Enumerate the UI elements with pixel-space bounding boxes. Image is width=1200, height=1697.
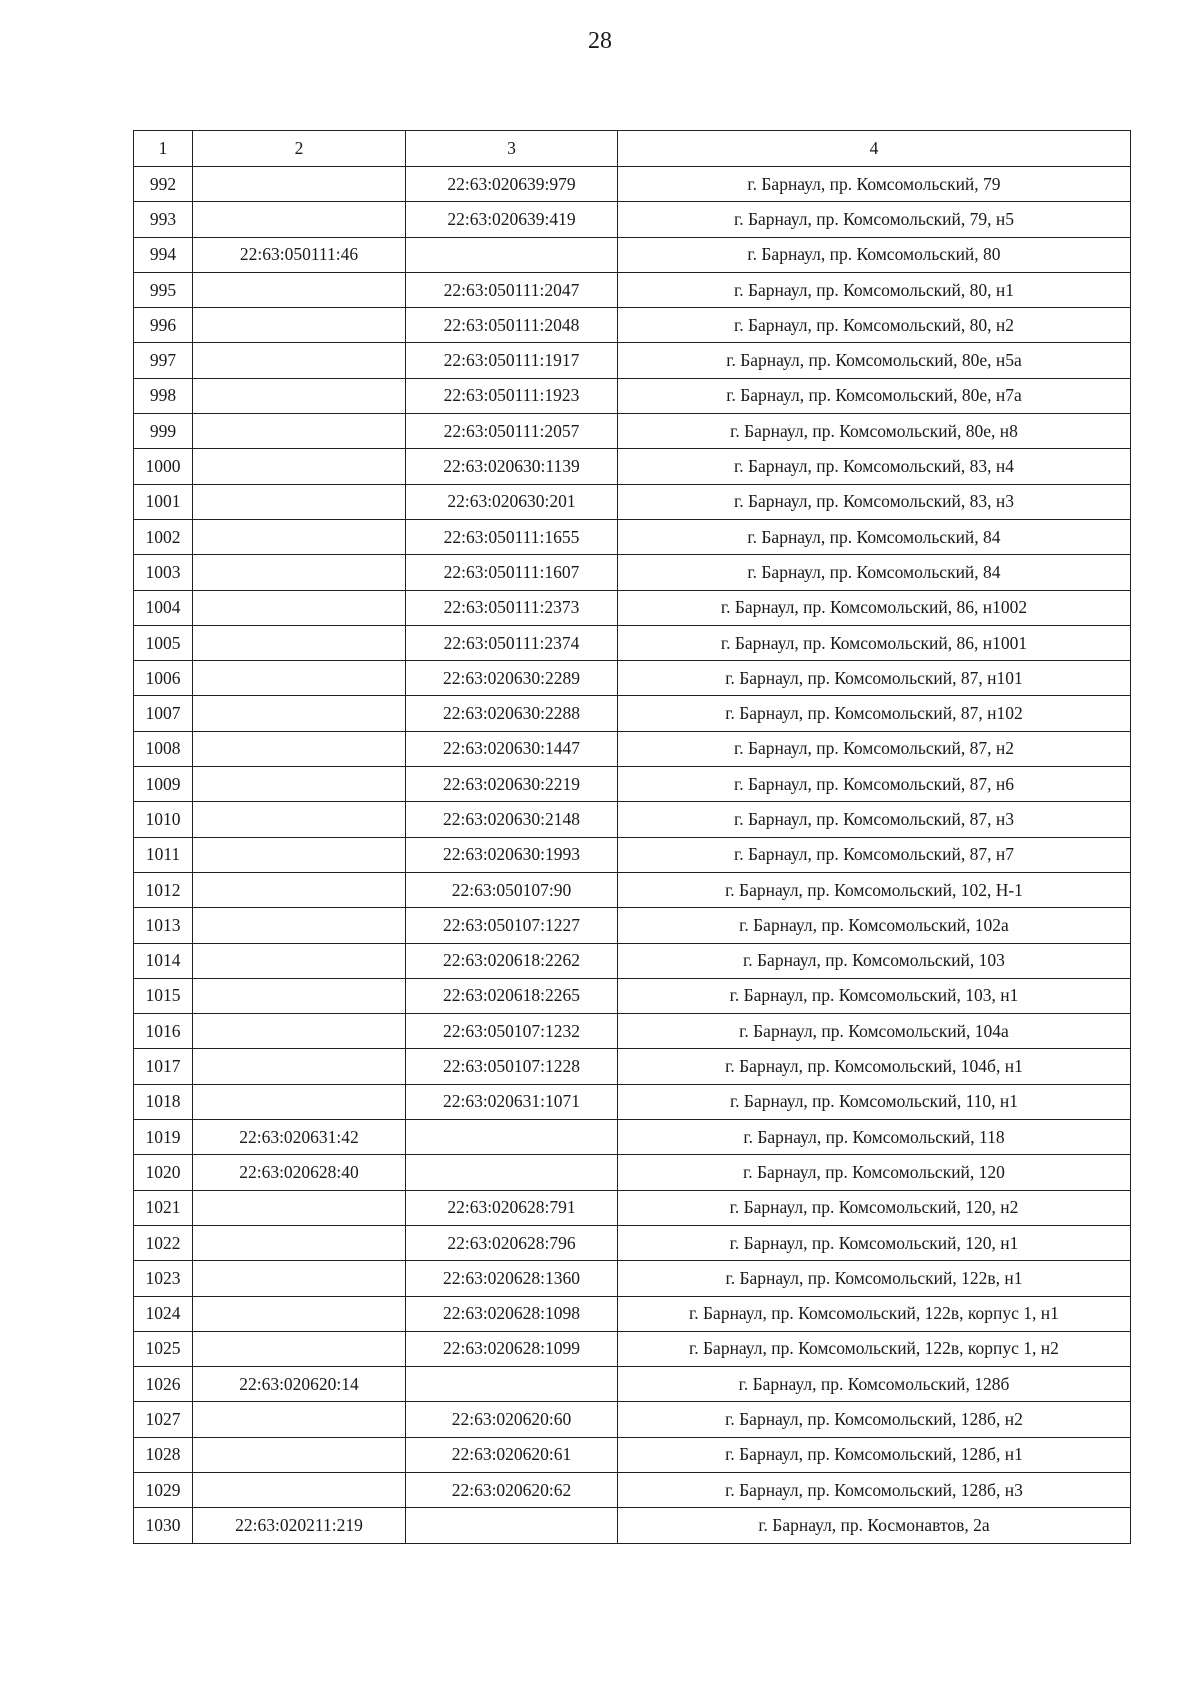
land-cadastral-number-cell — [193, 1014, 406, 1049]
row-number-cell: 994 — [134, 237, 193, 272]
land-cadastral-number-cell — [193, 449, 406, 484]
table-row — [134, 731, 1131, 766]
row-number-cell: 1027 — [134, 1402, 193, 1437]
address-cell: г. Барнаул, пр. Комсомольский, 102, Н-1 — [618, 872, 1131, 907]
building-cadastral-number-cell: 22:63:020628:1360 — [406, 1261, 618, 1296]
table-row — [134, 1437, 1131, 1472]
page-number: 28 — [588, 28, 612, 54]
building-cadastral-number-cell: 22:63:020620:60 — [406, 1402, 618, 1437]
land-cadastral-number-cell — [193, 625, 406, 660]
header-col-2: 2 — [193, 131, 406, 167]
row-number-cell: 1006 — [134, 661, 193, 696]
address-cell: г. Барнаул, пр. Комсомольский, 110, н1 — [618, 1084, 1131, 1119]
row-number-cell: 995 — [134, 272, 193, 307]
land-cadastral-number-cell — [193, 167, 406, 202]
address-cell: г. Барнаул, пр. Комсомольский, 128б — [618, 1367, 1131, 1402]
land-cadastral-number-cell — [193, 378, 406, 413]
table-row — [134, 272, 1131, 307]
address-cell: г. Барнаул, пр. Комсомольский, 128б, н2 — [618, 1402, 1131, 1437]
row-number-cell: 999 — [134, 414, 193, 449]
address-cell: г. Барнаул, пр. Комсомольский, 87, н3 — [618, 802, 1131, 837]
land-cadastral-number-cell — [193, 272, 406, 307]
table-row — [134, 661, 1131, 696]
table-row — [134, 1014, 1131, 1049]
table-row — [134, 837, 1131, 872]
land-cadastral-number-cell — [193, 1472, 406, 1507]
table-row — [134, 237, 1131, 272]
row-number-cell: 1011 — [134, 837, 193, 872]
address-cell: г. Барнаул, пр. Комсомольский, 103 — [618, 943, 1131, 978]
address-cell: г. Барнаул, пр. Комсомольский, 86, н1001 — [618, 625, 1131, 660]
address-cell: г. Барнаул, пр. Комсомольский, 104б, н1 — [618, 1049, 1131, 1084]
table-row — [134, 1331, 1131, 1366]
table-row — [134, 449, 1131, 484]
header-col-3: 3 — [406, 131, 618, 167]
row-number-cell: 996 — [134, 308, 193, 343]
address-cell: г. Барнаул, пр. Комсомольский, 83, н3 — [618, 484, 1131, 519]
table-row — [134, 1367, 1131, 1402]
table-row — [134, 1225, 1131, 1260]
table-row — [134, 767, 1131, 802]
row-number-cell: 1030 — [134, 1508, 193, 1543]
row-number-cell: 1007 — [134, 696, 193, 731]
row-number-cell: 1000 — [134, 449, 193, 484]
table-row — [134, 1190, 1131, 1225]
land-cadastral-number-cell: 22:63:020620:14 — [193, 1367, 406, 1402]
land-cadastral-number-cell — [193, 731, 406, 766]
land-cadastral-number-cell — [193, 590, 406, 625]
row-number-cell: 992 — [134, 167, 193, 202]
land-cadastral-number-cell — [193, 837, 406, 872]
building-cadastral-number-cell: 22:63:050111:1607 — [406, 555, 618, 590]
address-cell: г. Барнаул, пр. Космонавтов, 2а — [618, 1508, 1131, 1543]
building-cadastral-number-cell: 22:63:050107:90 — [406, 872, 618, 907]
building-cadastral-number-cell: 22:63:050111:2374 — [406, 625, 618, 660]
table-header — [134, 131, 1131, 167]
building-cadastral-number-cell — [406, 1367, 618, 1402]
table-row — [134, 308, 1131, 343]
table-row — [134, 1402, 1131, 1437]
building-cadastral-number-cell: 22:63:050107:1228 — [406, 1049, 618, 1084]
address-cell: г. Барнаул, пр. Комсомольский, 103, н1 — [618, 978, 1131, 1013]
building-cadastral-number-cell: 22:63:020630:1139 — [406, 449, 618, 484]
row-number-cell: 997 — [134, 343, 193, 378]
row-number-cell: 1001 — [134, 484, 193, 519]
table-row — [134, 555, 1131, 590]
table-row — [134, 1049, 1131, 1084]
building-cadastral-number-cell — [406, 237, 618, 272]
table-row — [134, 1296, 1131, 1331]
land-cadastral-number-cell — [193, 555, 406, 590]
row-number-cell: 1008 — [134, 731, 193, 766]
address-cell: г. Барнаул, пр. Комсомольский, 122в, н1 — [618, 1261, 1131, 1296]
address-cell: г. Барнаул, пр. Комсомольский, 80 — [618, 237, 1131, 272]
address-cell: г. Барнаул, пр. Комсомольский, 80, н1 — [618, 272, 1131, 307]
address-cell: г. Барнаул, пр. Комсомольский, 87, н101 — [618, 661, 1131, 696]
table-row — [134, 1155, 1131, 1190]
address-cell: г. Барнаул, пр. Комсомольский, 87, н7 — [618, 837, 1131, 872]
table-row — [134, 1084, 1131, 1119]
land-cadastral-number-cell — [193, 767, 406, 802]
address-cell: г. Барнаул, пр. Комсомольский, 87, н2 — [618, 731, 1131, 766]
table-row — [134, 943, 1131, 978]
building-cadastral-number-cell: 22:63:050111:2047 — [406, 272, 618, 307]
building-cadastral-number-cell: 22:63:020630:2148 — [406, 802, 618, 837]
building-cadastral-number-cell: 22:63:020639:419 — [406, 202, 618, 237]
building-cadastral-number-cell: 22:63:050111:1917 — [406, 343, 618, 378]
land-cadastral-number-cell — [193, 696, 406, 731]
address-cell: г. Барнаул, пр. Комсомольский, 122в, корпус 1, н1 — [618, 1296, 1131, 1331]
land-cadastral-number-cell — [193, 1225, 406, 1260]
row-number-cell: 1024 — [134, 1296, 193, 1331]
row-number-cell: 1009 — [134, 767, 193, 802]
land-cadastral-number-cell — [193, 978, 406, 1013]
building-cadastral-number-cell: 22:63:050107:1232 — [406, 1014, 618, 1049]
row-number-cell: 1029 — [134, 1472, 193, 1507]
building-cadastral-number-cell: 22:63:020628:1098 — [406, 1296, 618, 1331]
address-cell: г. Барнаул, пр. Комсомольский, 86, н1002 — [618, 590, 1131, 625]
row-number-cell: 1023 — [134, 1261, 193, 1296]
table-row — [134, 1120, 1131, 1155]
building-cadastral-number-cell: 22:63:020630:1447 — [406, 731, 618, 766]
building-cadastral-number-cell: 22:63:050111:1923 — [406, 378, 618, 413]
row-number-cell: 1015 — [134, 978, 193, 1013]
address-cell: г. Барнаул, пр. Комсомольский, 80е, н8 — [618, 414, 1131, 449]
table-row — [134, 625, 1131, 660]
table-row — [134, 872, 1131, 907]
building-cadastral-number-cell — [406, 1120, 618, 1155]
land-cadastral-number-cell — [193, 943, 406, 978]
address-cell: г. Барнаул, пр. Комсомольский, 79, н5 — [618, 202, 1131, 237]
building-cadastral-number-cell: 22:63:050111:2057 — [406, 414, 618, 449]
table-row — [134, 978, 1131, 1013]
address-cell: г. Барнаул, пр. Комсомольский, 120, н2 — [618, 1190, 1131, 1225]
land-cadastral-number-cell — [193, 1261, 406, 1296]
header-col-1: 1 — [134, 131, 193, 167]
row-number-cell: 1005 — [134, 625, 193, 660]
row-number-cell: 1028 — [134, 1437, 193, 1472]
table-row — [134, 167, 1131, 202]
row-number-cell: 1021 — [134, 1190, 193, 1225]
address-cell: г. Барнаул, пр. Комсомольский, 83, н4 — [618, 449, 1131, 484]
building-cadastral-number-cell: 22:63:020639:979 — [406, 167, 618, 202]
address-cell: г. Барнаул, пр. Комсомольский, 118 — [618, 1120, 1131, 1155]
building-cadastral-number-cell: 22:63:020630:1993 — [406, 837, 618, 872]
address-cell: г. Барнаул, пр. Комсомольский, 84 — [618, 555, 1131, 590]
land-cadastral-number-cell — [193, 802, 406, 837]
building-cadastral-number-cell: 22:63:020630:2289 — [406, 661, 618, 696]
land-cadastral-number-cell — [193, 1296, 406, 1331]
address-cell: г. Барнаул, пр. Комсомольский, 104а — [618, 1014, 1131, 1049]
land-cadastral-number-cell — [193, 414, 406, 449]
address-cell: г. Барнаул, пр. Комсомольский, 128б, н3 — [618, 1472, 1131, 1507]
table-row — [134, 343, 1131, 378]
address-cell: г. Барнаул, пр. Комсомольский, 80е, н5а — [618, 343, 1131, 378]
building-cadastral-number-cell: 22:63:020620:62 — [406, 1472, 618, 1507]
land-cadastral-number-cell — [193, 343, 406, 378]
row-number-cell: 1022 — [134, 1225, 193, 1260]
table-row — [134, 1261, 1131, 1296]
building-cadastral-number-cell: 22:63:050107:1227 — [406, 908, 618, 943]
building-cadastral-number-cell: 22:63:020630:2219 — [406, 767, 618, 802]
address-cell: г. Барнаул, пр. Комсомольский, 87, н6 — [618, 767, 1131, 802]
row-number-cell: 1020 — [134, 1155, 193, 1190]
address-cell: г. Барнаул, пр. Комсомольский, 128б, н1 — [618, 1437, 1131, 1472]
land-cadastral-number-cell — [193, 484, 406, 519]
address-cell: г. Барнаул, пр. Комсомольский, 80е, н7а — [618, 378, 1131, 413]
land-cadastral-number-cell — [193, 202, 406, 237]
land-cadastral-number-cell: 22:63:020631:42 — [193, 1120, 406, 1155]
table-row — [134, 1508, 1131, 1543]
address-cell: г. Барнаул, пр. Комсомольский, 87, н102 — [618, 696, 1131, 731]
row-number-cell: 1012 — [134, 872, 193, 907]
land-cadastral-number-cell — [193, 308, 406, 343]
registry-table — [133, 130, 1131, 1544]
header-row — [134, 131, 1131, 167]
address-cell: г. Барнаул, пр. Комсомольский, 122в, корпус 1, н2 — [618, 1331, 1131, 1366]
address-cell: г. Барнаул, пр. Комсомольский, 120, н1 — [618, 1225, 1131, 1260]
land-cadastral-number-cell — [193, 1402, 406, 1437]
building-cadastral-number-cell: 22:63:050111:2373 — [406, 590, 618, 625]
table-row — [134, 414, 1131, 449]
table-row — [134, 519, 1131, 554]
land-cadastral-number-cell: 22:63:020628:40 — [193, 1155, 406, 1190]
table-row — [134, 590, 1131, 625]
land-cadastral-number-cell — [193, 1049, 406, 1084]
row-number-cell: 1016 — [134, 1014, 193, 1049]
table-row — [134, 378, 1131, 413]
land-cadastral-number-cell — [193, 908, 406, 943]
row-number-cell: 1025 — [134, 1331, 193, 1366]
table-row — [134, 908, 1131, 943]
address-cell: г. Барнаул, пр. Комсомольский, 120 — [618, 1155, 1131, 1190]
land-cadastral-number-cell — [193, 519, 406, 554]
header-col-4: 4 — [618, 131, 1131, 167]
address-cell: г. Барнаул, пр. Комсомольский, 79 — [618, 167, 1131, 202]
row-number-cell: 1014 — [134, 943, 193, 978]
row-number-cell: 1026 — [134, 1367, 193, 1402]
building-cadastral-number-cell: 22:63:020628:1099 — [406, 1331, 618, 1366]
building-cadastral-number-cell — [406, 1155, 618, 1190]
land-cadastral-number-cell: 22:63:050111:46 — [193, 237, 406, 272]
table-body — [134, 167, 1131, 1544]
building-cadastral-number-cell: 22:63:050111:2048 — [406, 308, 618, 343]
building-cadastral-number-cell: 22:63:020618:2265 — [406, 978, 618, 1013]
row-number-cell: 998 — [134, 378, 193, 413]
row-number-cell: 1018 — [134, 1084, 193, 1119]
building-cadastral-number-cell — [406, 1508, 618, 1543]
row-number-cell: 1019 — [134, 1120, 193, 1155]
address-cell: г. Барнаул, пр. Комсомольский, 84 — [618, 519, 1131, 554]
table-row — [134, 484, 1131, 519]
building-cadastral-number-cell: 22:63:020620:61 — [406, 1437, 618, 1472]
row-number-cell: 1004 — [134, 590, 193, 625]
table-row — [134, 202, 1131, 237]
land-cadastral-number-cell — [193, 661, 406, 696]
land-cadastral-number-cell — [193, 1084, 406, 1119]
table-row — [134, 696, 1131, 731]
building-cadastral-number-cell: 22:63:020628:796 — [406, 1225, 618, 1260]
land-cadastral-number-cell — [193, 1331, 406, 1366]
table-row — [134, 802, 1131, 837]
building-cadastral-number-cell: 22:63:050111:1655 — [406, 519, 618, 554]
row-number-cell: 1013 — [134, 908, 193, 943]
land-cadastral-number-cell — [193, 1190, 406, 1225]
table-row — [134, 1472, 1131, 1507]
address-cell: г. Барнаул, пр. Комсомольский, 80, н2 — [618, 308, 1131, 343]
building-cadastral-number-cell: 22:63:020630:2288 — [406, 696, 618, 731]
address-cell: г. Барнаул, пр. Комсомольский, 102а — [618, 908, 1131, 943]
land-cadastral-number-cell — [193, 1437, 406, 1472]
building-cadastral-number-cell: 22:63:020631:1071 — [406, 1084, 618, 1119]
building-cadastral-number-cell: 22:63:020630:201 — [406, 484, 618, 519]
building-cadastral-number-cell: 22:63:020628:791 — [406, 1190, 618, 1225]
row-number-cell: 1003 — [134, 555, 193, 590]
row-number-cell: 993 — [134, 202, 193, 237]
building-cadastral-number-cell: 22:63:020618:2262 — [406, 943, 618, 978]
land-cadastral-number-cell: 22:63:020211:219 — [193, 1508, 406, 1543]
land-cadastral-number-cell — [193, 872, 406, 907]
row-number-cell: 1010 — [134, 802, 193, 837]
row-number-cell: 1002 — [134, 519, 193, 554]
row-number-cell: 1017 — [134, 1049, 193, 1084]
